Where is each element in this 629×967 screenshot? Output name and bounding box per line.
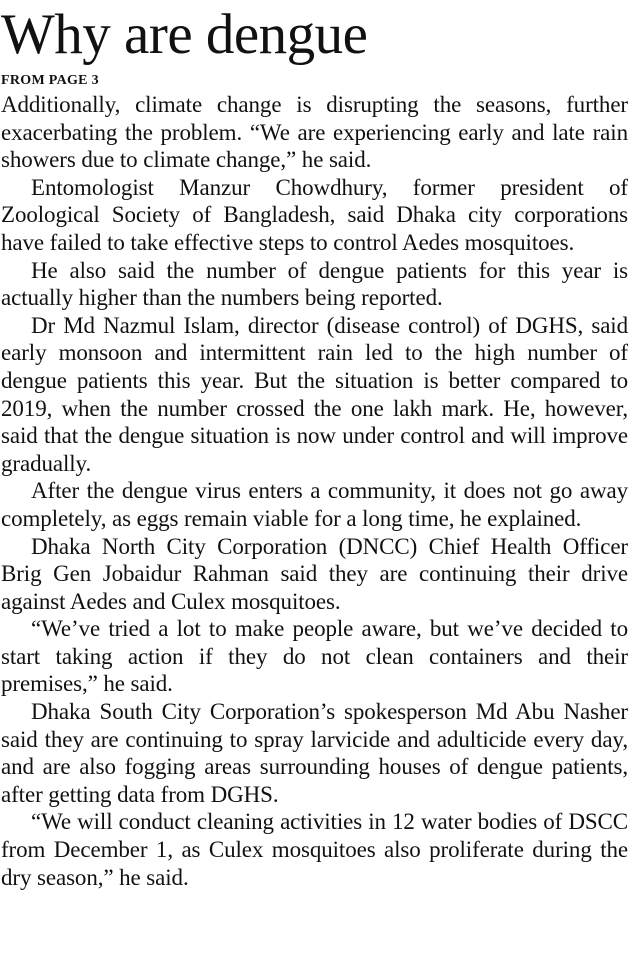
news-article bbox=[1, 0, 628, 891]
paragraph: “We will conduct cleaning activities in 12 water bodies of DSCC from December 1, as Culex mosquitoes also proliferate during the dry season,” he said. bbox=[1, 809, 628, 890]
paragraph: Dr Md Nazmul Islam, director (disease control) of DGHS, said early monsoon and intermittent rain led to the high number of dengue patients this year. But the situation is better compared to 2019, when the number crossed the one lakh mark. He, however, said that the dengue situation is now under control and will improve gradually. bbox=[1, 312, 628, 476]
headline: Why are dengue bbox=[1, 3, 368, 66]
paragraph: Entomologist Manzur Chowdhury, former president of Zoological Society of Bangladesh, said Dhaka city corporations have failed to take effective steps to control Aedes mosquitoes. bbox=[1, 174, 628, 255]
paragraph: Additionally, climate change is disrupting the seasons, further exacerbating the problem. “We are experiencing early and late rain showers due to climate change,” he said. bbox=[1, 92, 628, 173]
paragraph: Dhaka North City Corporation (DNCC) Chief Health Officer Brig Gen Jobaidur Rahman said they are continuing their drive against Aedes and Culex mosquitoes. bbox=[1, 533, 628, 614]
paragraph: “We’ve tried a lot to make people aware, but we’ve decided to start taking action if they do not clean containers and their premises,” he said. bbox=[1, 616, 628, 697]
paragraph: Dhaka South City Corporation’s spokesperson Md Abu Nasher said they are continuing to spray larvicide and adulticide every day, and are also fogging areas surrounding houses of dengue patients, after getting data from DGHS. bbox=[1, 699, 628, 807]
paragraph: He also said the number of dengue patients for this year is actually higher than the numbers being reported. bbox=[1, 257, 628, 311]
article-body bbox=[1, 91, 628, 891]
continuation-line: FROM PAGE 3 bbox=[1, 73, 99, 88]
paragraph: After the dengue virus enters a community, it does not go away completely, as eggs remain viable for a long time, he explained. bbox=[1, 478, 628, 531]
